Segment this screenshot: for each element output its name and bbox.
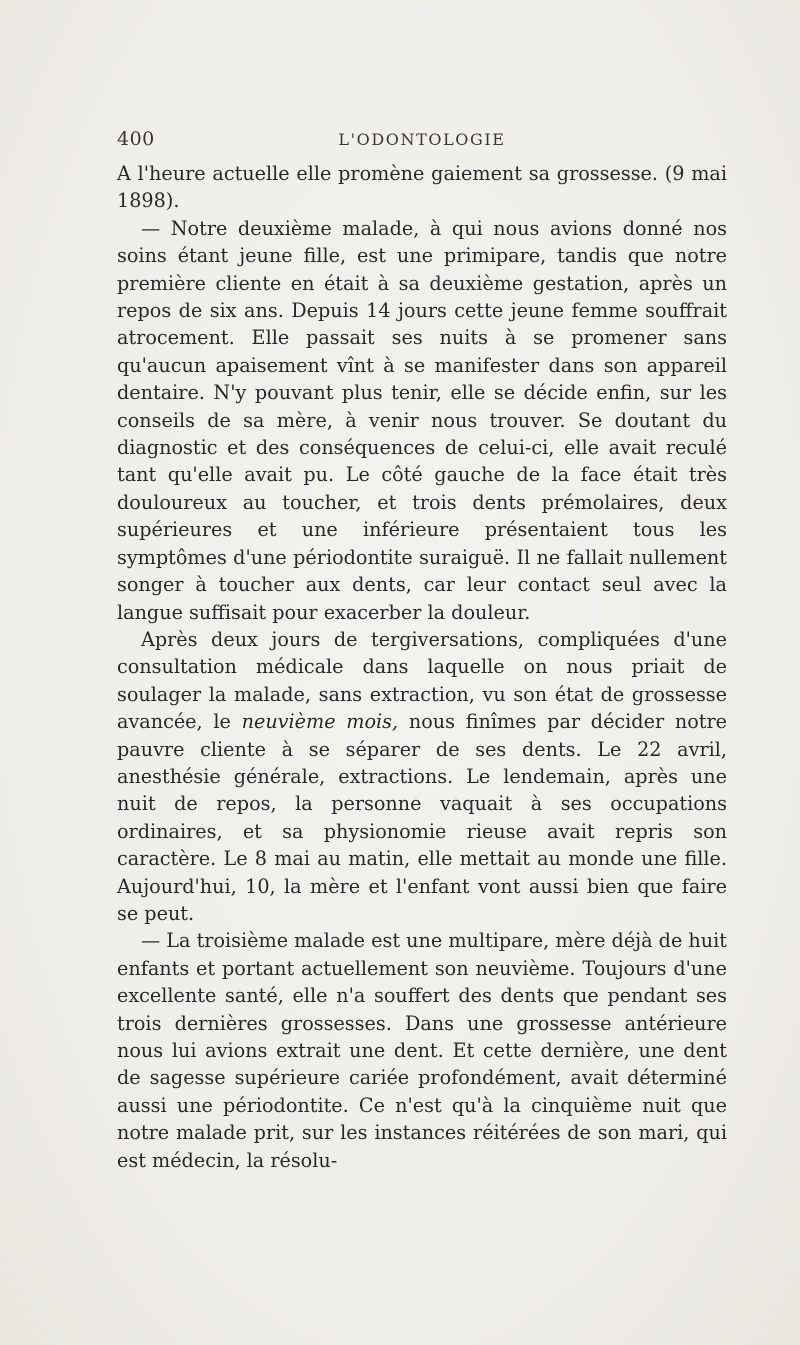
italic-emphasis: neuvième mois,: [241, 710, 399, 734]
paragraph-4: — La troisième malade est une multipare, mère déjà de huit enfants et portant actuellement son neuvième. Toujours d'une excellente santé, elle n'a souffert des dents que pendant ses trois dernières grossesses. Dans une grossesse antérieure nous lui avions extrait une dent. Et cette dernière, une dent de sagesse supérieure cariée profondément, avait déterminé aussi une périodontite. Ce n'est qu'à la cinquième nuit que notre malade prit, sur les instances réitérées de son mari, qui est médecin, la résolu-: [117, 929, 727, 1172]
paragraph-3: [117, 626, 727, 927]
page-header: [117, 128, 727, 154]
paragraph-1: A l'heure actuelle elle promène gaiement sa grossesse. (9 mai 1898).: [117, 162, 727, 213]
page-number: 400: [117, 128, 155, 150]
body-text: [117, 160, 727, 1174]
running-title: L'ODONTOLOGIE: [338, 130, 506, 149]
paragraph-2: — Notre deuxième malade, à qui nous avions donné nos soins étant jeune fille, est une primipare, tandis que notre première cliente en était à sa deuxième gestation, après un repos de six ans. Depuis 14 jours cette jeune femme souffrait atrocement. Elle passait ses nuits à se promener sans qu'aucun apaisement vînt à se manifester dans son appareil dentaire. N'y pouvant plus tenir, elle se décide enfin, sur les conseils de sa mère, à venir nous trouver. Se doutant du diagnostic et des conséquences de celui-ci, elle avait reculé tant qu'elle avait pu. Le côté gauche de la face était très douloureux au toucher, et trois dents prémolaires, deux supérieures et une inférieure présentaient tous les symptômes d'une périodontite suraiguë. Il ne fallait nullement songer à toucher aux dents, car leur contact seul avec la langue suffisait pour exacerber la douleur.: [117, 216, 727, 624]
paragraph-3-text-before: Après deux jours de tergiversations, compliquées d'une consultation médicale dans laquelle on nous priait de soulager la malade, sans extraction, vu son état de grossesse avancée, le: [117, 627, 727, 734]
paragraph-3-text-after: nous finîmes par décider notre pauvre cliente à se séparer de ses dents. Le 22 avril, anesthésie générale, extractions. Le lendemain, après une nuit de repos, la personne vaquait à ses occupations ordinaires, et sa physionomie rieuse avait repris son caractère. Le 8 mai au matin, elle mettait au monde une fille. Aujourd'hui, 10, la mère et l'enfant vont aussi bien que faire se peut.: [117, 710, 728, 925]
